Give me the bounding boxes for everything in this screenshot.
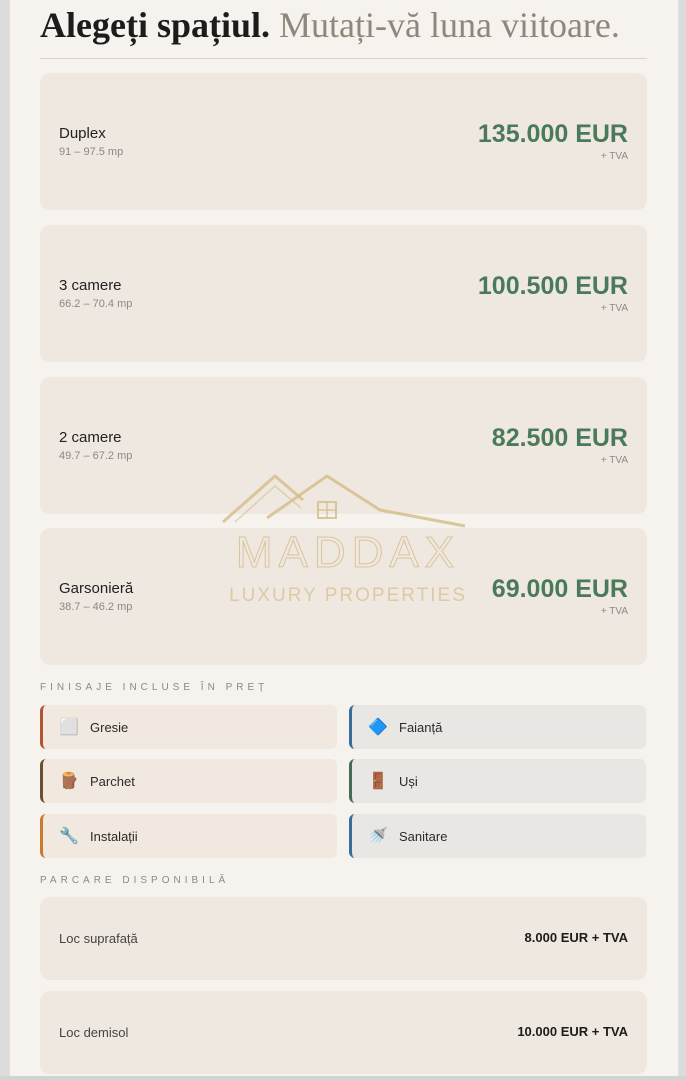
finish-gresie[interactable] — [40, 705, 337, 749]
finish-faianta[interactable] — [349, 705, 646, 749]
parking-price: 10.000 EUR + TVA — [517, 1024, 628, 1039]
title-bold: Alegeți spațiul. — [40, 5, 270, 45]
parking-name: Loc demisol — [59, 1025, 129, 1040]
tile-icon: ⬜ — [59, 719, 79, 736]
shower-icon: 🚿 — [368, 828, 388, 845]
page — [9, 0, 679, 1076]
unit-price: 135.000 EUR — [477, 120, 628, 148]
unit-price: 82.500 EUR — [491, 424, 628, 452]
parking-card-basement[interactable] — [40, 991, 647, 1074]
unit-card-3-camere[interactable] — [40, 225, 647, 362]
bottom-border — [0, 1076, 686, 1080]
wood-icon: 🪵 — [59, 773, 79, 790]
parking-price: 8.000 EUR + TVA — [524, 930, 628, 945]
parking-card-surface[interactable] — [40, 897, 647, 980]
title-light: Mutați-vă luna viitoare. — [279, 5, 620, 45]
finishes-section-title: FINISAJE INCLUSE ÎN PREȚ — [40, 682, 269, 693]
finish-label: Sanitare — [399, 828, 448, 844]
finish-parchet[interactable] — [40, 759, 337, 803]
unit-area: 66.2 – 70.4 mp — [59, 298, 133, 310]
unit-area: 38.7 – 46.2 mp — [59, 601, 133, 613]
unit-name: 3 camere — [59, 277, 122, 294]
finish-instalatii[interactable] — [40, 814, 337, 858]
finish-usi[interactable] — [349, 759, 646, 803]
unit-name: Garsonieră — [59, 580, 134, 597]
unit-price: 69.000 EUR — [491, 575, 628, 603]
page-title — [40, 0, 650, 58]
unit-card-garsoniera[interactable] — [40, 528, 647, 665]
unit-area: 49.7 – 67.2 mp — [59, 450, 133, 462]
finish-label: Instalații — [90, 828, 138, 844]
finish-label: Parchet — [90, 773, 135, 789]
unit-card-2-camere[interactable] — [40, 377, 647, 514]
finish-label: Faianță — [399, 719, 443, 735]
divider — [40, 58, 647, 59]
wrench-icon: 🔧 — [59, 828, 79, 845]
unit-tax: + TVA — [600, 151, 628, 162]
watermark-subtitle: LUXURY PROPERTIES — [229, 585, 467, 606]
parking-section-title: PARCARE DISPONIBILĂ — [40, 875, 230, 886]
parking-name: Loc suprafață — [59, 931, 138, 946]
blue-diamond-icon: 🔷 — [368, 719, 388, 736]
finish-label: Gresie — [90, 719, 129, 735]
unit-tax: + TVA — [600, 303, 628, 314]
unit-name: 2 camere — [59, 429, 122, 446]
unit-tax: + TVA — [600, 606, 628, 617]
unit-card-duplex[interactable] — [40, 73, 647, 210]
unit-area: 91 – 97.5 mp — [59, 146, 124, 158]
door-icon: 🚪 — [368, 773, 388, 790]
finish-label: Uși — [399, 773, 418, 789]
unit-name: Duplex — [59, 125, 106, 142]
unit-price: 100.500 EUR — [477, 272, 628, 300]
finish-sanitare[interactable] — [349, 814, 646, 858]
unit-tax: + TVA — [600, 455, 628, 466]
